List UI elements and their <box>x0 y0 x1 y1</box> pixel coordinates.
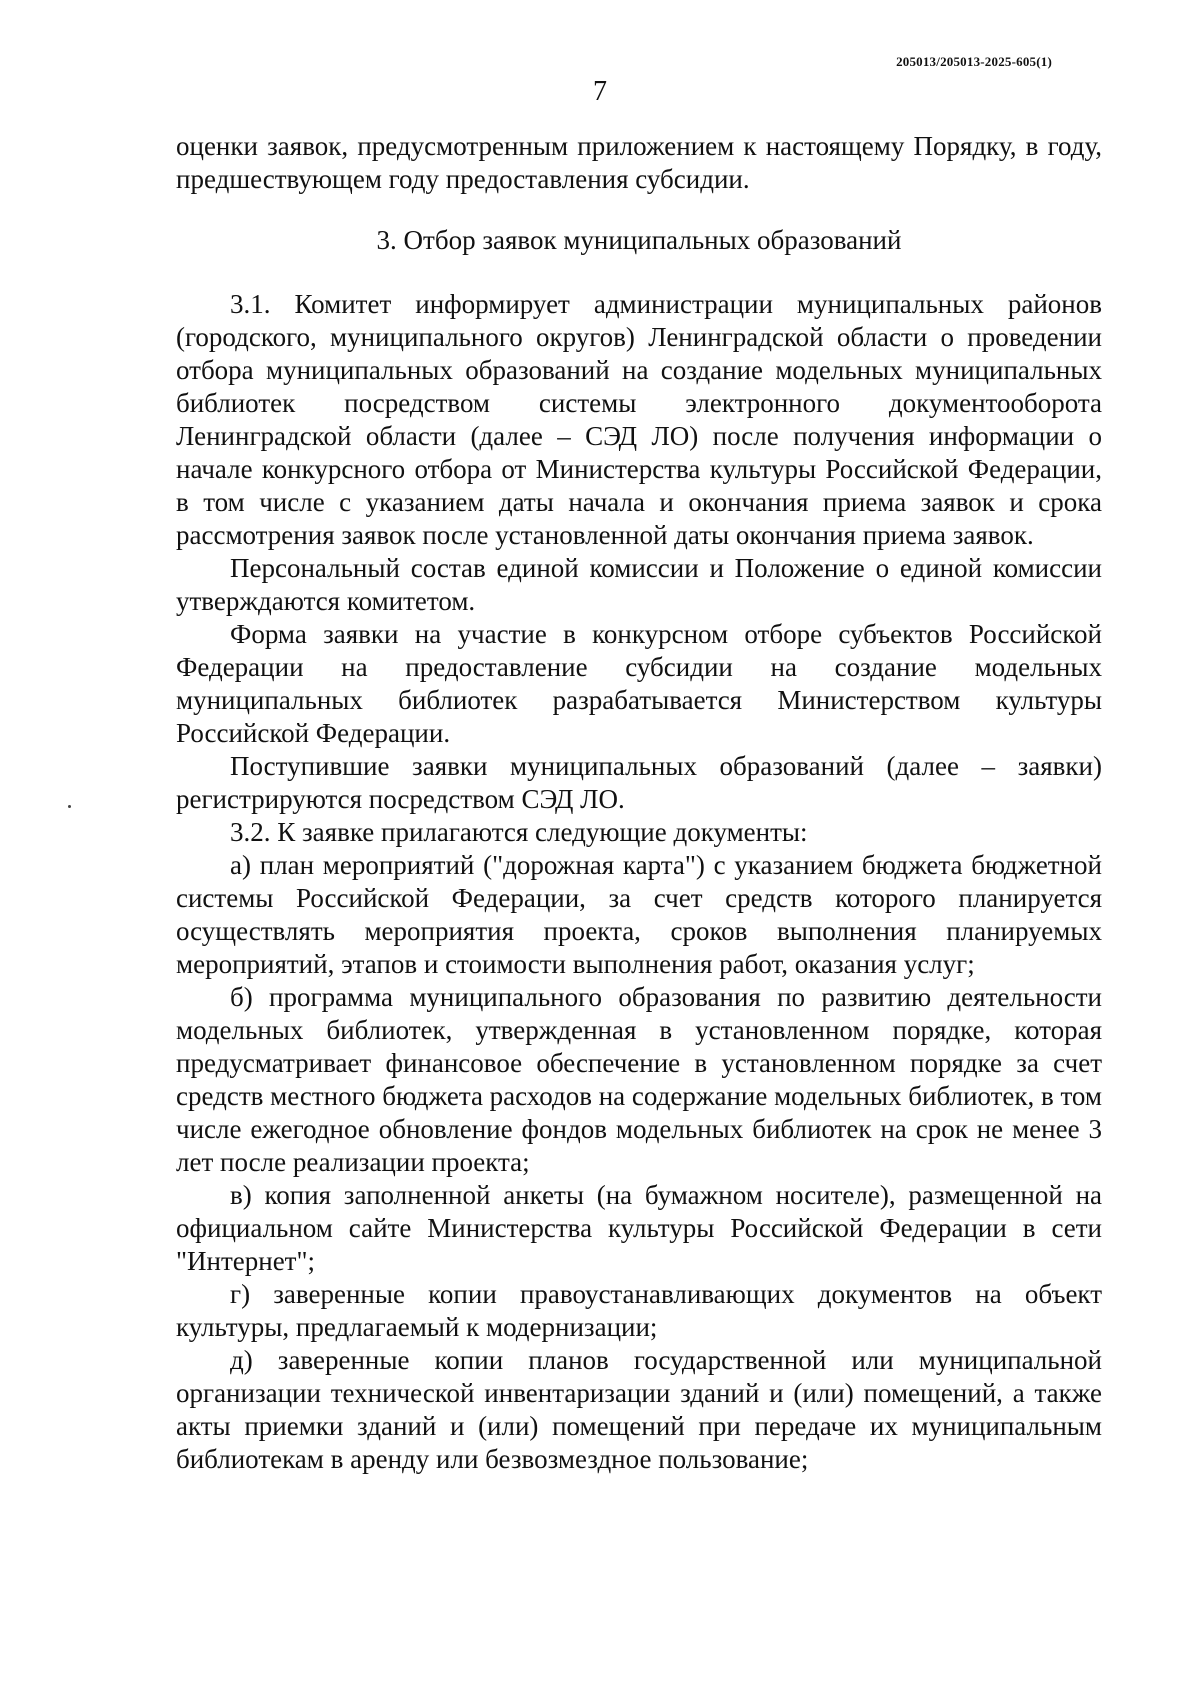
document-body <box>176 130 1102 1476</box>
intro-paragraph: оценки заявок, предусмотренным приложением к настоящему Порядку, в году, предшествующем году предоставления субсидии. <box>176 131 1102 194</box>
paragraph-application-form: Форма заявки на участие в конкурсном отборе субъектов Российской Федерации на предоставление субсидии на создание модельных муниципальных библиотек разрабатывается Министерством культуры Российской Федерации. <box>176 619 1102 748</box>
list-item-a: а) план мероприятий ("дорожная карта") с указанием бюджета бюджетной системы Российской Федерации, за счет средств которого планируется осуществлять мероприятия проекта, сроков выполнения планируемых мероприятий, этапов и стоимости выполнения работ, оказания услуг; <box>176 850 1102 979</box>
document-id: 205013/205013-2025-605(1) <box>896 54 1052 69</box>
list-item-b: б) программа муниципального образования по развитию деятельности модельных библиотек, утвержденная в установленном порядке, которая предусматривает финансовое обеспечение в установленном порядке за счет средств местного бюджета расходов на содержание модельных библиотек, в том числе ежегодное обновление фондов модельных библиотек на срок не менее 3 лет после реализации проекта; <box>176 982 1102 1177</box>
paragraph-3-1: 3.1. Комитет информирует администрации муниципальных районов (городского, муниципального округов) Ленинградской области о проведении отбора муниципальных образований на создание модельных муниципальных библиотек посредством системы электронного документооборота Ленинградской области (далее – СЭД ЛО) после получения информации о начале конкурсного отбора от Министерства культуры Российской Федерации, в том числе с указанием даты начала и окончания приема заявок и срока рассмотрения заявок после установленной даты окончания приема заявок. <box>176 289 1102 550</box>
paragraph-commission: Персональный состав единой комиссии и Положение о единой комиссии утверждаются комитетом. <box>176 553 1102 616</box>
page-number: 7 <box>593 76 607 107</box>
list-item-v: в) копия заполненной анкеты (на бумажном носителе), размещенной на официальном сайте Министерства культуры Российской Федерации в сети "Интернет"; <box>176 1180 1102 1276</box>
paragraph-registration: Поступившие заявки муниципальных образований (далее – заявки) регистрируются посредством СЭД ЛО. <box>176 751 1102 814</box>
section-title: 3. Отбор заявок муниципальных образований <box>376 225 902 255</box>
paragraph-3-2: 3.2. К заявке прилагаются следующие документы: <box>230 817 808 847</box>
scan-speck <box>68 805 71 808</box>
list-item-g: г) заверенные копии правоустанавливающих документов на объект культуры, предлагаемый к модернизации; <box>176 1279 1102 1342</box>
list-item-d: д) заверенные копии планов государственной или муниципальной организации технической инвентаризации зданий и (или) помещений, а также акты приемки зданий и (или) помещений при передаче их муниципальным библиотекам в аренду или безвозмездное пользование; <box>176 1345 1102 1474</box>
